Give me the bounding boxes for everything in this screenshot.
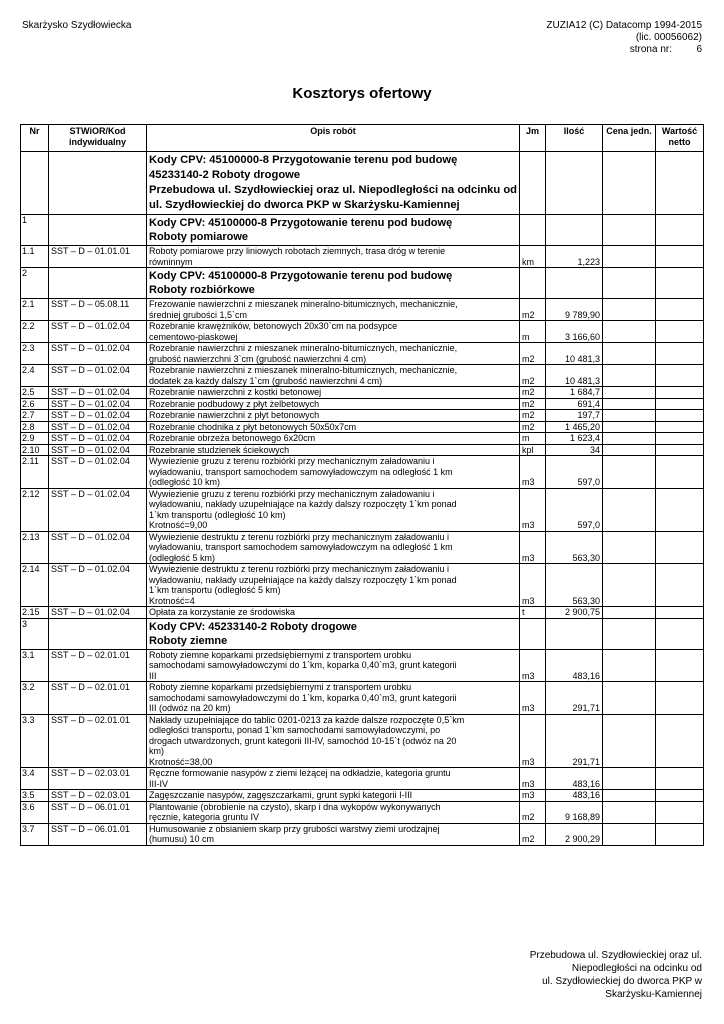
table-row (21, 365, 704, 387)
description-line: Krotność=9,00 (149, 520, 208, 530)
row-description (147, 564, 520, 607)
description-line: dodatek za każdy dalszy 1`cm (grubość nawierzchni 4 cm) (149, 375, 383, 386)
row-unit: m3 (520, 682, 546, 715)
row-unit-price (603, 410, 656, 422)
description-line: Rozebranie podbudowy z płyt żelbetowych (149, 398, 320, 409)
row-number: 1 (21, 215, 49, 246)
row-net-value (656, 398, 704, 410)
section-row (21, 268, 704, 299)
row-quantity: 597,0 (546, 456, 603, 489)
description-line: III-IV (149, 778, 169, 789)
row-code: SST – D – 01.02.04 (49, 444, 147, 456)
row-code: SST – D – 05.08.11 (49, 299, 147, 321)
table-row (21, 682, 704, 715)
row-net-value (656, 246, 704, 268)
row-unit-price (603, 531, 656, 564)
row-quantity: 291,71 (546, 714, 603, 768)
row-unit: m3 (520, 531, 546, 564)
col-header-unit: Jm (520, 125, 546, 152)
row-net-value (656, 801, 704, 823)
intro-code-cell (49, 152, 147, 215)
row-description (147, 299, 520, 321)
table-row (21, 410, 704, 422)
row-description (147, 714, 520, 768)
footer-line: ul. Szydłowieckiej do dworca PKP w (542, 976, 702, 987)
table-row (21, 488, 704, 531)
row-unit: m3 (520, 714, 546, 768)
row-unit (520, 618, 546, 649)
description-line: Rozebranie chodnika z płyt betonowych 50x50x7cm (149, 421, 357, 432)
document-title: Kosztorys ofertowy (292, 85, 432, 102)
row-description (147, 433, 520, 445)
intro-line: Przebudowa ul. Szydłowieckiej oraz ul. Niepodległości na odcinku od (149, 184, 518, 196)
header-location: Skarżysko Szydłowiecka (22, 20, 132, 31)
row-unit: m3 (520, 768, 546, 790)
row-unit-price (603, 343, 656, 365)
row-unit-price (603, 215, 656, 246)
row-quantity: 483,16 (546, 768, 603, 790)
row-description (147, 398, 520, 410)
row-unit: m2 (520, 299, 546, 321)
intro-price-cell (603, 152, 656, 215)
row-code: SST – D – 01.02.04 (49, 343, 147, 365)
description-line: Rozebranie nawierzchni z mieszanek mineralno-bitumicznych, mechanicznie, (149, 365, 458, 375)
row-net-value (656, 768, 704, 790)
row-net-value (656, 387, 704, 399)
row-description (147, 365, 520, 387)
row-description (147, 488, 520, 531)
row-unit: m3 (520, 564, 546, 607)
footer-line: Przebudowa ul. Szydłowieckiej oraz ul. (529, 950, 702, 961)
description-line: średniej grubości 1,5`cm (149, 309, 248, 320)
row-quantity: 1 623,4 (546, 433, 603, 445)
row-net-value (656, 321, 704, 343)
row-net-value (656, 456, 704, 489)
row-code: SST – D – 02.01.01 (49, 649, 147, 682)
intro-value-cell (656, 152, 704, 215)
row-quantity: 563,30 (546, 531, 603, 564)
row-code: SST – D – 02.03.01 (49, 790, 147, 802)
description-line: III (149, 670, 157, 681)
intro-description (147, 152, 520, 215)
row-quantity: 9 789,90 (546, 299, 603, 321)
footer-project-name (530, 949, 702, 1001)
description-line: wyładowaniu, nakłady uzupełniające na każdy dalszy rozpoczęty 1`km ponad (149, 499, 457, 509)
row-unit: m2 (520, 387, 546, 399)
row-unit-price (603, 682, 656, 715)
description-line: Kody CPV: 45100000-8 Przygotowanie terenu pod budowę (149, 217, 453, 229)
row-code (49, 215, 147, 246)
table-row (21, 456, 704, 489)
col-header-unit-price: Cena jedn. (603, 125, 656, 152)
row-number: 2.12 (21, 488, 49, 531)
table-row (21, 343, 704, 365)
row-code: SST – D – 01.02.04 (49, 433, 147, 445)
row-unit: m2 (520, 343, 546, 365)
description-line: odległości transportu, ponad 1`km samochodami samowyładowczymi, po (149, 725, 441, 735)
row-number: 3.4 (21, 768, 49, 790)
license-info: (lic. 00056062) (635, 32, 702, 43)
description-line: Plantowanie (obrobienie na czysto), skarp i dna wykopów wykonywanych (149, 801, 441, 812)
row-unit-price (603, 321, 656, 343)
row-number: 2.6 (21, 398, 49, 410)
table-row (21, 321, 704, 343)
row-quantity: 2 900,75 (546, 607, 603, 619)
row-unit-price (603, 768, 656, 790)
row-number: 3.3 (21, 714, 49, 768)
col-header-net-value: Wartość netto (656, 125, 704, 152)
description-line: (odległość 10 km) (149, 477, 221, 487)
row-quantity: 2 900,29 (546, 823, 603, 845)
row-number: 3.2 (21, 682, 49, 715)
row-unit-price (603, 456, 656, 489)
row-unit: t (520, 607, 546, 619)
row-quantity: 1 465,20 (546, 421, 603, 433)
row-code: SST – D – 01.02.04 (49, 398, 147, 410)
row-description (147, 321, 520, 343)
description-line: grubość nawierzchni 3`cm (grubość nawierzchni 4 cm) (149, 353, 367, 364)
row-number: 2.2 (21, 321, 49, 343)
description-line: ręcznie, kategoria gruntu IV (149, 812, 260, 822)
row-quantity (546, 618, 603, 649)
table-row (21, 823, 704, 845)
table-row (21, 433, 704, 445)
row-net-value (656, 823, 704, 845)
description-line: Humusowanie z obsianiem skarp przy grubości warstwy ziemi urodzajnej (149, 823, 440, 834)
row-code: SST – D – 02.03.01 (49, 768, 147, 790)
row-unit-price (603, 790, 656, 802)
row-number: 2.11 (21, 456, 49, 489)
row-number: 2 (21, 268, 49, 299)
table-row (21, 299, 704, 321)
table-row (21, 398, 704, 410)
row-description (147, 531, 520, 564)
row-quantity: 1 684,7 (546, 387, 603, 399)
row-unit-price (603, 444, 656, 456)
table-row (21, 531, 704, 564)
row-unit-price (603, 714, 656, 768)
row-quantity (546, 215, 603, 246)
row-quantity: 10 481,3 (546, 365, 603, 387)
page-number: 6 (696, 44, 702, 55)
row-number: 2.10 (21, 444, 49, 456)
intro-line: Kody CPV: 45100000-8 Przygotowanie terenu pod budowę (149, 154, 458, 166)
row-net-value (656, 790, 704, 802)
row-unit-price (603, 398, 656, 410)
row-net-value (656, 215, 704, 246)
software-info: ZUZIA12 (C) Datacomp 1994-2015 (546, 20, 702, 31)
row-description (147, 444, 520, 456)
row-unit-price (603, 433, 656, 445)
description-line: samochodami samowyładowczymi do 1`km, koparka 0,40`m3, grunt kategorii (149, 692, 457, 703)
row-unit-price (603, 421, 656, 433)
row-description (147, 456, 520, 489)
row-number: 2.8 (21, 421, 49, 433)
row-unit: m2 (520, 823, 546, 845)
row-code: SST – D – 01.02.04 (49, 456, 147, 489)
description-line: Roboty ziemne (149, 634, 228, 647)
section-title (147, 215, 520, 246)
description-line: równinnym (149, 256, 193, 267)
row-number: 3 (21, 618, 49, 649)
row-quantity: 291,71 (546, 682, 603, 715)
row-unit (520, 215, 546, 246)
row-net-value (656, 343, 704, 365)
row-net-value (656, 531, 704, 564)
description-line: Rozebranie krawężników, betonowych 20x30`cm na podsypce (149, 321, 398, 331)
description-line: Wywiezienie destruktu z terenu rozbiórki przy mechanicznym załadowaniu i (149, 531, 450, 542)
table-row (21, 564, 704, 607)
description-line: Rozebranie nawierzchni z mieszanek mineralno-bitumicznych, mechanicznie, (149, 343, 458, 353)
row-quantity: 691,4 (546, 398, 603, 410)
table-row (21, 387, 704, 399)
description-line: Rozebranie nawierzchni z kostki betonowej (149, 387, 322, 397)
description-line: Frezowanie nawierzchni z mieszanek mineralno-bitumicznych, mechanicznie, (149, 299, 458, 309)
row-number: 2.1 (21, 299, 49, 321)
row-unit-price (603, 488, 656, 531)
row-number: 2.5 (21, 387, 49, 399)
row-description (147, 768, 520, 790)
row-description (147, 246, 520, 268)
row-quantity: 483,16 (546, 790, 603, 802)
row-net-value (656, 444, 704, 456)
header-info (546, 20, 702, 56)
row-number: 3.7 (21, 823, 49, 845)
row-code (49, 618, 147, 649)
row-code: SST – D – 01.02.04 (49, 488, 147, 531)
table-row (21, 801, 704, 823)
description-line: Roboty pomiarowe przy liniowych robotach ziemnych, trasa dróg w terenie (149, 246, 446, 256)
row-code: SST – D – 02.01.01 (49, 714, 147, 768)
row-code: SST – D – 01.02.04 (49, 607, 147, 619)
row-quantity: 483,16 (546, 649, 603, 682)
description-line: (humusu) 10 cm (149, 834, 215, 844)
row-unit-price (603, 246, 656, 268)
table-row (21, 790, 704, 802)
section-title (147, 268, 520, 299)
col-header-quantity: Ilość (546, 125, 603, 152)
col-header-nr: Nr (21, 125, 49, 152)
row-number: 2.9 (21, 433, 49, 445)
section-title (147, 618, 520, 649)
row-code: SST – D – 01.02.04 (49, 564, 147, 607)
row-unit-price (603, 268, 656, 299)
row-quantity: 197,7 (546, 410, 603, 422)
row-unit: km (520, 246, 546, 268)
intro-qty-cell (546, 152, 603, 215)
row-number: 3.5 (21, 790, 49, 802)
row-number: 1.1 (21, 246, 49, 268)
description-line: Krotność=38,00 (149, 756, 213, 767)
row-description (147, 607, 520, 619)
row-description (147, 790, 520, 802)
description-line: Rozebranie nawierzchni z płyt betonowych (149, 410, 320, 420)
page-label: strona nr: (629, 44, 672, 55)
row-description (147, 343, 520, 365)
row-net-value (656, 618, 704, 649)
table-row (21, 444, 704, 456)
row-code: SST – D – 01.01.01 (49, 246, 147, 268)
row-number: 2.13 (21, 531, 49, 564)
row-quantity: 10 481,3 (546, 343, 603, 365)
row-unit: m2 (520, 398, 546, 410)
description-line: wyładowaniu, transport samochodem samowyładowczym na odległość 1 km (149, 542, 453, 552)
page-info (546, 44, 702, 56)
row-description (147, 801, 520, 823)
row-quantity: 9 168,89 (546, 801, 603, 823)
row-unit: m2 (520, 801, 546, 823)
row-number: 3.6 (21, 801, 49, 823)
row-code: SST – D – 06.01.01 (49, 823, 147, 845)
description-line: drogach utwardzonych, grunt kategorii III-IV, samochód 10-15`t (odwóz na 20 (149, 735, 457, 746)
table-row (21, 246, 704, 268)
row-unit (520, 268, 546, 299)
row-number: 2.7 (21, 410, 49, 422)
row-code: SST – D – 06.01.01 (49, 801, 147, 823)
row-unit: kpl (520, 444, 546, 456)
row-unit: m3 (520, 790, 546, 802)
table-row (21, 649, 704, 682)
row-net-value (656, 488, 704, 531)
row-net-value (656, 564, 704, 607)
row-description (147, 682, 520, 715)
row-unit: m3 (520, 488, 546, 531)
row-number: 2.4 (21, 365, 49, 387)
row-net-value (656, 682, 704, 715)
row-number: 2.14 (21, 564, 49, 607)
description-line: (odległość 5 km) (149, 552, 216, 563)
description-line: 1`km transportu (odległość 10 km) (149, 509, 286, 520)
row-unit-price (603, 365, 656, 387)
row-quantity (546, 268, 603, 299)
description-line: samochodami samowyładowczymi do 1`km, koparka 0,40`m3, grunt kategorii (149, 660, 457, 670)
row-unit-price (603, 618, 656, 649)
row-net-value (656, 649, 704, 682)
row-unit-price (603, 801, 656, 823)
description-line: Wywiezienie gruzu z terenu rozbiórki przy mechanicznym załadowaniu i (149, 456, 435, 466)
row-description (147, 649, 520, 682)
row-code: SST – D – 01.02.04 (49, 421, 147, 433)
row-quantity: 34 (546, 444, 603, 456)
row-unit-price (603, 299, 656, 321)
table-row (21, 421, 704, 433)
row-unit: m3 (520, 456, 546, 489)
row-description (147, 421, 520, 433)
row-number: 3.1 (21, 649, 49, 682)
description-line: wyładowaniu, nakłady uzupełniające na każdy dalszy rozpoczęty 1`km ponad (149, 574, 457, 585)
intro-line: ul. Szydłowieckiej do dworca PKP w Skarżysku-Kamiennej (149, 199, 460, 211)
row-unit: m2 (520, 421, 546, 433)
footer-line: Niepodległości na odcinku od (571, 963, 702, 974)
description-line: Kody CPV: 45233140-2 Roboty drogowe (149, 620, 357, 633)
row-unit: m (520, 321, 546, 343)
description-line: Wywiezienie destruktu z terenu rozbiórki przy mechanicznym załadowaniu i (149, 564, 450, 574)
row-code: SST – D – 01.02.04 (49, 387, 147, 399)
row-code: SST – D – 01.02.04 (49, 365, 147, 387)
row-unit-price (603, 387, 656, 399)
row-quantity: 3 166,60 (546, 321, 603, 343)
footer-line: Skarżysku-Kamiennej (605, 989, 702, 1000)
description-line: Wywiezienie gruzu z terenu rozbiórki przy mechanicznym załadowaniu i (149, 488, 435, 499)
row-number: 2.3 (21, 343, 49, 365)
table-row (21, 768, 704, 790)
description-line: Nakłady uzupełniające do tablic 0201-0213 za każde dalsze rozpoczęte 0,5`km (149, 714, 465, 725)
description-line: Roboty rozbiórkowe (149, 284, 255, 296)
row-net-value (656, 268, 704, 299)
description-line: Roboty ziemne koparkami przedsiębiernymi z transportem urobku (149, 649, 412, 660)
row-net-value (656, 714, 704, 768)
row-unit-price (603, 649, 656, 682)
intro-nr-cell (21, 152, 49, 215)
row-unit: m2 (520, 365, 546, 387)
col-header-description: Opis robót (147, 125, 520, 152)
row-quantity: 597,0 (546, 488, 603, 531)
row-description (147, 387, 520, 399)
row-net-value (656, 421, 704, 433)
description-line: km) (149, 746, 164, 756)
row-net-value (656, 607, 704, 619)
row-description (147, 823, 520, 845)
description-line: 1`km transportu (odległość 5 km) (149, 585, 281, 595)
row-net-value (656, 365, 704, 387)
table-row (21, 607, 704, 619)
description-line: Roboty ziemne koparkami przedsiębiernymi z transportem urobku (149, 682, 412, 692)
row-unit-price (603, 564, 656, 607)
row-net-value (656, 433, 704, 445)
row-number: 2.15 (21, 607, 49, 619)
row-unit: m2 (520, 410, 546, 422)
section-row (21, 618, 704, 649)
table-row (21, 714, 704, 768)
description-line: Ręczne formowanie nasypów z ziemi leżącej na odkładzie, kategoria gruntu (149, 768, 451, 778)
intro-row (21, 152, 704, 215)
description-line: Kody CPV: 45100000-8 Przygotowanie terenu pod budowę (149, 270, 453, 282)
row-code: SST – D – 01.02.04 (49, 531, 147, 564)
description-line: wyładowaniu, transport samochodem samowyładowczym na odległość 1 km (149, 466, 453, 477)
row-description (147, 410, 520, 422)
description-line: Rozebranie obrzeża betonowego 6x20cm (149, 433, 316, 443)
intro-line: 45233140-2 Roboty drogowe (149, 169, 301, 181)
row-code (49, 268, 147, 299)
description-line: cementowo-piaskowej (149, 331, 238, 342)
intro-unit-cell (520, 152, 546, 215)
row-code: SST – D – 02.01.01 (49, 682, 147, 715)
col-header-code: STWiOR/Kod indywidualny (49, 125, 147, 152)
description-line: Rozebranie studzienek ściekowych (149, 444, 290, 455)
description-line: Roboty pomiarowe (149, 231, 249, 243)
section-row (21, 215, 704, 246)
row-net-value (656, 410, 704, 422)
description-line: III (odwóz na 20 km) (149, 703, 231, 713)
row-unit: m3 (520, 649, 546, 682)
cost-estimate-table (20, 124, 704, 846)
description-line: Zagęszczanie nasypów, zagęszczarkami, grunt sypki kategorii I-III (149, 790, 413, 800)
description-line: Opłata za korzystanie ze środowiska (149, 607, 296, 617)
description-line: Krotność=4 (149, 595, 195, 606)
row-unit: m (520, 433, 546, 445)
row-unit-price (603, 607, 656, 619)
row-unit-price (603, 823, 656, 845)
row-net-value (656, 299, 704, 321)
row-code: SST – D – 01.02.04 (49, 410, 147, 422)
row-quantity: 1,223 (546, 246, 603, 268)
table-header-row (21, 125, 704, 152)
row-quantity: 563,30 (546, 564, 603, 607)
row-code: SST – D – 01.02.04 (49, 321, 147, 343)
